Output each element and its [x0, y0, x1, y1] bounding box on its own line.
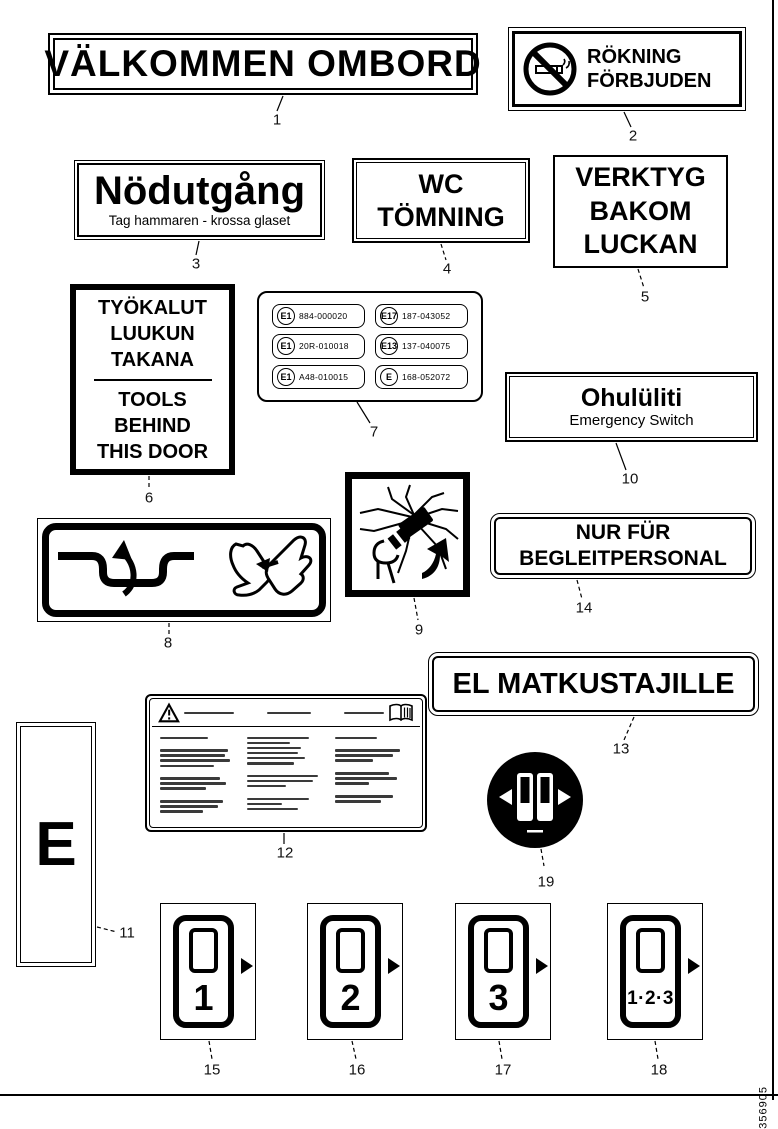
emergency-exit-title: Nödutgång: [93, 168, 306, 213]
decal-attendants-only: NUR FÜR BEGLEITPERSONAL: [490, 513, 756, 579]
decal-welcome-aboard: [44, 33, 482, 95]
approval-plate: E1 884-000020: [272, 304, 365, 328]
e-mark-icon: E1: [277, 307, 295, 325]
callout-2: 2: [628, 127, 638, 145]
callout-4: 4: [442, 260, 452, 278]
arrow-right-icon: [241, 958, 253, 974]
emergency-switch-title: Ohulüliti: [580, 383, 683, 412]
warning-triangle-icon: [158, 703, 180, 723]
callout-8: 8: [163, 634, 173, 652]
emergency-exit-subtitle: Tag hammaren - krossa glaset: [108, 212, 291, 228]
arrow-right-icon: [536, 958, 548, 974]
e-mark-icon: E1: [277, 337, 295, 355]
rocker-switch-icon: 1·2·3: [620, 915, 681, 1028]
door-open-icon: [487, 752, 583, 848]
callout-10: 10: [621, 470, 639, 488]
decal-tools-behind-hatch-sv: VERKTYG BAKOM LUCKAN: [553, 155, 728, 268]
decal-door-switch-3: [455, 903, 551, 1040]
arrow-right-icon: [688, 958, 700, 974]
no-smoking-text: RÖKNING FÖRBJUDEN: [587, 46, 712, 92]
callout-18: 18: [650, 1061, 668, 1079]
callout-12: 12: [276, 844, 294, 862]
decal-emergency-exit: [74, 160, 325, 240]
callout-3: 3: [191, 255, 201, 273]
decal-tools-behind-door: TYÖKALUT LUUKUN TAKANA TOOLS BEHIND THIS DOOR: [70, 284, 235, 475]
approval-plate: E13 137-040075: [375, 334, 468, 358]
hatch-open-icon: [50, 532, 318, 608]
e-mark-icon: E1: [277, 368, 295, 386]
microtext: [344, 712, 384, 715]
decal-hatch-opening-pictogram: [37, 518, 331, 622]
e-mark-icon: E13: [380, 337, 398, 355]
decal-welcome-text: VÄLKOMMEN OMBORD: [53, 38, 473, 90]
manual-book-icon: [388, 703, 414, 723]
approval-plate: E1 A48-010015: [272, 365, 365, 389]
decal-no-smoking: [508, 27, 746, 111]
approval-plate: E 168-052072: [375, 365, 468, 389]
callout-17: 17: [494, 1061, 512, 1079]
decal-door-open-button: [487, 752, 583, 848]
decal-e-plate: E: [16, 722, 96, 967]
switch-window: [336, 928, 365, 973]
callout-16: 16: [348, 1061, 366, 1079]
callout-13: 13: [612, 740, 630, 758]
microtext: [267, 712, 311, 715]
callout-5: 5: [640, 288, 650, 306]
figure-frame-right: [772, 0, 774, 1100]
figure-part-number: 356905: [758, 1086, 770, 1129]
callout-15: 15: [203, 1061, 221, 1079]
callout-9: 9: [414, 621, 424, 639]
callout-14: 14: [575, 599, 593, 617]
rocker-switch-icon: 1: [173, 915, 234, 1028]
microtext: [184, 712, 234, 715]
approval-plate: E17 187-043052: [375, 304, 468, 328]
figure-frame-bottom: [0, 1094, 778, 1096]
callout-11: 11: [119, 924, 135, 942]
decal-wc-emptying: WC TÖMNING: [352, 158, 530, 243]
decal-instruction-plate: [145, 694, 427, 832]
rocker-switch-icon: 3: [468, 915, 529, 1028]
switch-window: [636, 928, 665, 973]
emergency-switch-subtitle: Emergency Switch: [569, 412, 694, 430]
divider: [94, 379, 212, 381]
rocker-switch-icon: 2: [320, 915, 381, 1028]
microtext: [527, 830, 543, 833]
decal-emergency-switch: [505, 372, 758, 442]
arrow-right-icon: [388, 958, 400, 974]
switch-window: [484, 928, 513, 973]
callout-1: 1: [272, 111, 282, 129]
callout-7: 7: [369, 423, 379, 441]
switch-window: [189, 928, 218, 973]
callout-6: 6: [144, 489, 154, 507]
decal-door-switch-123: [607, 903, 703, 1040]
decal-break-glass-pictogram: [345, 472, 470, 597]
callout-19: 19: [537, 873, 555, 891]
instruction-microtext-columns: [150, 727, 422, 827]
no-smoking-icon: [521, 40, 579, 98]
e-mark-icon: E: [380, 368, 398, 386]
decal-type-approval-plate: [257, 291, 483, 402]
decal-door-switch-2: [307, 903, 403, 1040]
hammer-break-glass-icon: [354, 481, 462, 589]
decal-door-switch-1: [160, 903, 256, 1040]
decal-el-matkustajille: EL MATKUSTAJILLE: [428, 652, 759, 716]
approval-plate: E1 20R-010018: [272, 334, 365, 358]
e-mark-icon: E17: [380, 307, 398, 325]
